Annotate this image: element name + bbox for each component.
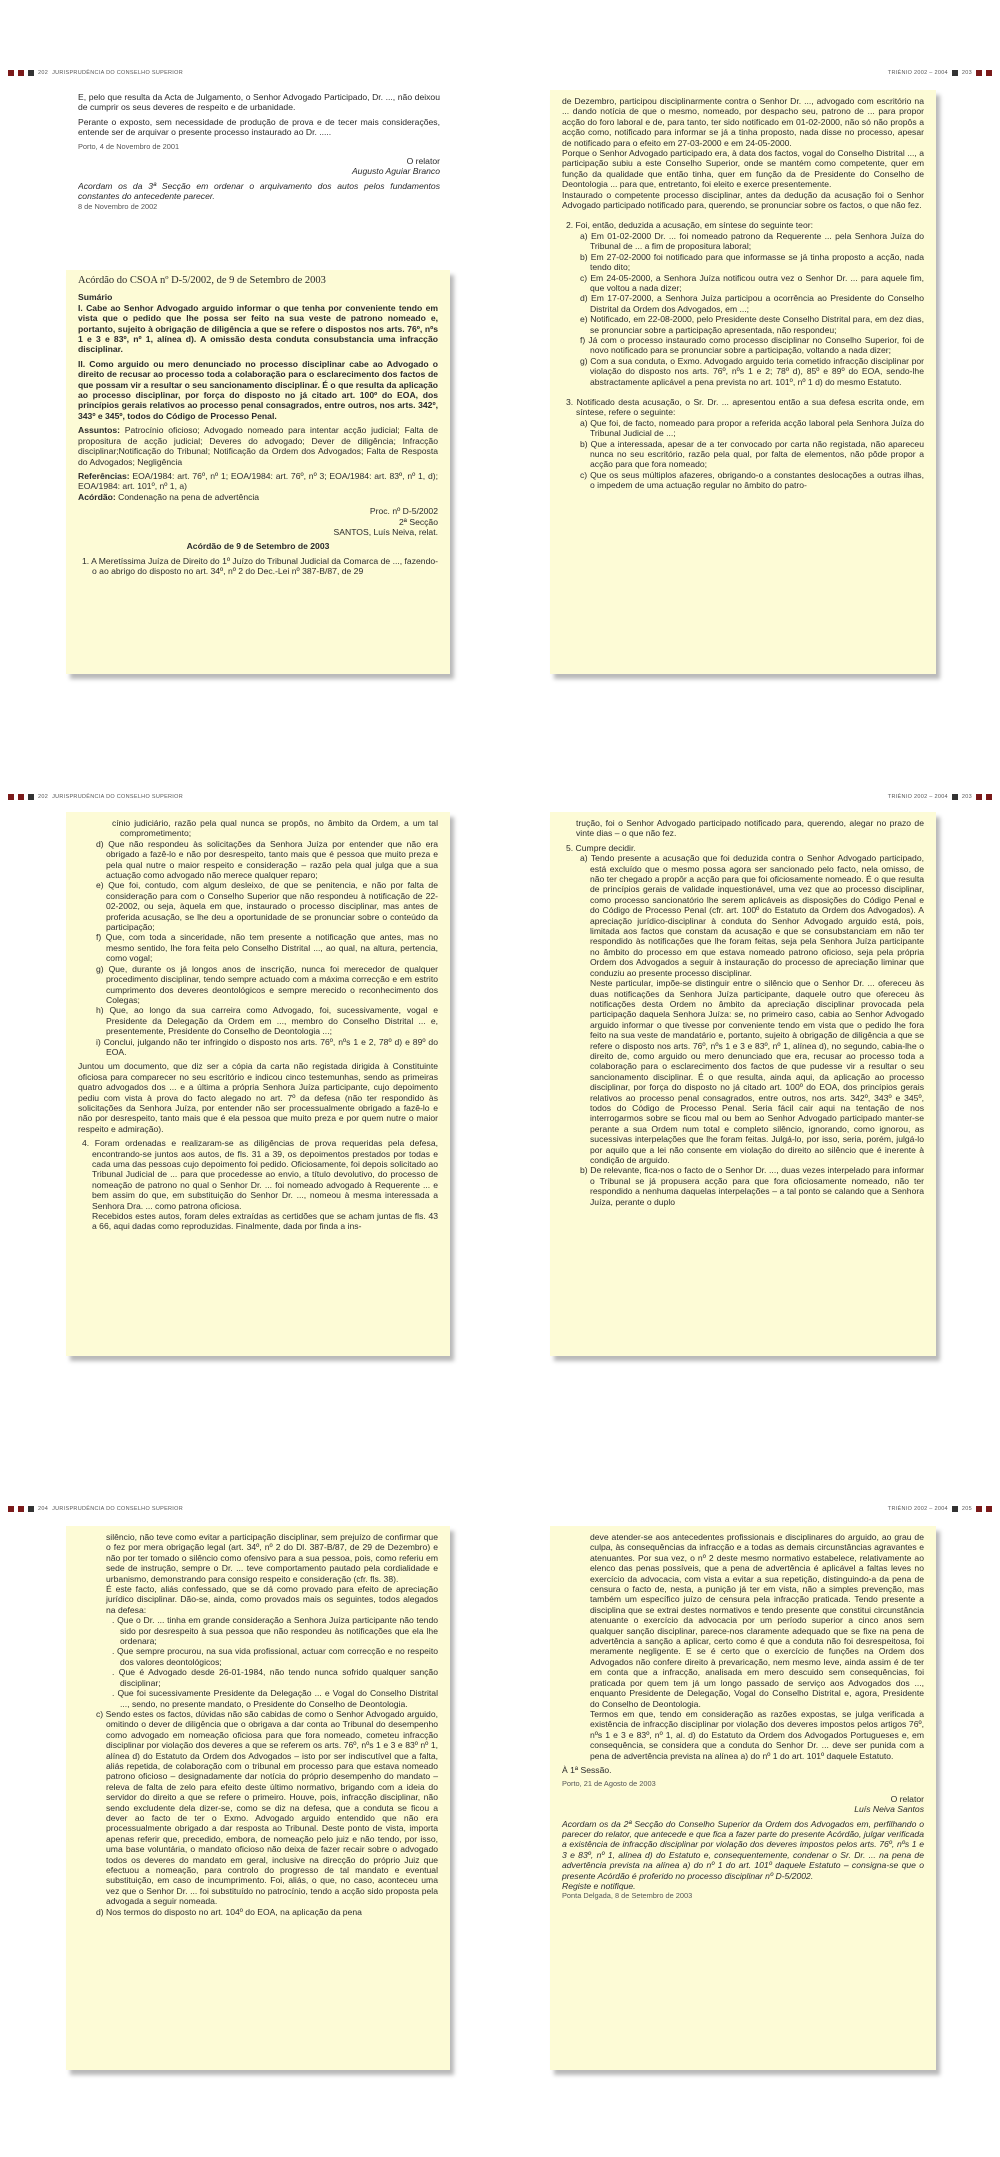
- page-202b-yellow-box: [66, 812, 450, 1356]
- list-item: c) Sendo estes os factos, dúvidas não são cabidas de como o Senhor Advogado arguido, omitindo o dever de diligência que o obrigava a dar conta ao Tribunal do desempenho como advogado em nomeação oficiosa para que fora nomeado, cometeu infracção disciplinar por violação dos deveres a que se referem os arts. 76º, nºs 1 e 3 e 83º nº 1, alínea d) do Estatuto da Ordem dos Advogados – isto por ser indiscutível que a falta, aliás repetida, de colaboração com o tribunal em processo para que estava nomeado patrono oficioso – designadamente dar notícia do próprio desempenho do mandato – releva de falta de zelo para efeito deste último normativo, brigando com a ideia do servidor do direito a que se refere o primeiro. Houve, pois, infracção disciplinar, não sendo excludente dela dizer-se, como se diz na defesa, que a conduta se ficou a dever ao facto de ter o Exmo. Advogado arguido entendido que não era processualmente obrigado a dar resposta ao Tribunal. Deste ponto de vista, importa apenas referir que, precedido, embora, de nomeação pelo juiz e não tendo, por isso, uma base voluntária, o mandato oficioso não deixa de fazer recair sobre o advogado todos os deveres do mandato em geral, inclusive na direcção do próprio Juiz que efectuou a nomeação, para controlo do progresso de tal mandato e eventual substituição, em caso de incumprimento. Foi, aliás, o que, no caso, aconteceu uma vez que o Senhor Dr. ... foi substituído no patrocínio, tendo a acção sido proposta pela advogada a seguir nomeada.: [96, 1708, 438, 1907]
- place-date: Porto, 4 de Novembro de 2001: [78, 141, 180, 151]
- list-item: b) Que a interessada, apesar de a ter convocado por carta não registada, não apareceu nunca no seu escritório, razão pela qual, por falta de elementos, não pôde propor a acção para que fora nomeado;: [580, 438, 924, 470]
- list-item: 1. A Meretíssima Juíza de Direito do 1º Juízo do Tribunal Judicial da Comarca de ..., fazendo-o ao abrigo do disposto no art. 34º, nº 2 do Dec.-Lei nº 387-B/87, de 29: [82, 555, 438, 577]
- page-number: 202: [38, 70, 49, 76]
- relator-name: Augusto Aguiar Branco: [351, 166, 440, 177]
- paragraph: trução, foi o Senhor Advogado participado notificado para, querendo, alegar no prazo de vinte dias – o que não fez.: [576, 818, 924, 839]
- header-square-icon: [976, 1506, 982, 1512]
- sumario-item: II. Como arguido ou mero denunciado no processo disciplinar cabe ao Advogado o direito de recusar ao processo toda a colaboração para o esclarecimento dos factos de que possam vir a resultar o seu sancionamento disciplinar. É o que resulta da aplicação ao processo disciplinar, por força do disposto no já citado art. 100º do EOA, dos princípios gerais relativos ao processo penal consagrados, entre outros, nos arts. 342º, 343º e 345º, todos do Código de Processo Penal.: [78, 358, 438, 421]
- paragraph: Porque o Senhor Advogado participado era, à data dos factos, vogal do Conselho Distrital ..., a participação subiu a este Conselho Superior, onde se mantém como competente, quer em função da qualidade que então tinha, quer em função da de Presidente do Conselho de Deontologia ... para que, entretanto, foi eleito e exerce presentemente.: [562, 148, 924, 190]
- list-item: 4. Foram ordenadas e realizaram-se as diligências de prova requeridas pela defesa, encontrando-se juntos aos autos, de fls. 31 a 39, os depoimentos prestados por todas e cada uma das pessoas cujo depoimento foi pedido. Oficiosamente, foi depois solicitado ao Tribunal Judicial de ... para que procedesse ao envio, a título devolutivo, do processo de nomeação de patrono no qual o Senhor Dr. ... foi nomeado advogado à Requerente ... e bem assim do que, em substituição do Senhor Dr. ..., nomeou à mesma interessada a Senhora Dra. ... como patrona oficiosa.: [82, 1138, 438, 1211]
- page-205-yellow-box: [550, 1526, 936, 2070]
- relator-label: O relator: [406, 156, 440, 167]
- list-item: h) Que, ao longo da sua carreira como Advogado, foi, sucessivamente, vogal e Presidente da Delegação da Ordem em ..., membro do Conselho Distrital ... e, presentemente, Presidente do Conselho de Deontologia ...;: [96, 1005, 438, 1037]
- paragraph: cínio judiciário, razão pela qual nunca se propôs, no âmbito da Ordem, a um tal comprometimento;: [112, 818, 438, 839]
- list-item: e) Que foi, contudo, com algum desleixo, de que se penitencia, e não por falta de consideração para com o Conselho Superior que não respondeu à notificação de 22-02-2002, ou seja, àquela em que, instaurado o processo disciplinar, mas antes de proferida acusação, se lhe deu a oportunidade de se pronunciar sobre o conteúdo da participação;: [96, 880, 438, 933]
- list-item: d) Em 17-07-2000, a Senhora Juíza participou a ocorrência ao Presidente do Conselho Distrital da Ordem dos Advogados, em ...;: [580, 293, 924, 314]
- list-item: 3. Notificado desta acusação, o Sr. Dr. ... apresentou então a sua defesa escrita onde, em síntese, refere o seguinte:: [566, 396, 924, 418]
- page-number: 203: [961, 70, 972, 76]
- header-square-icon: [8, 70, 14, 76]
- seccao: 2ª Secção: [398, 516, 438, 527]
- final-date: Ponta Delgada, 8 de Setembro de 2003: [562, 1891, 693, 1901]
- header-square-icon: [18, 70, 24, 76]
- header-square-icon: [986, 794, 992, 800]
- relat: SANTOS, Luís Neiva, relat.: [333, 526, 438, 537]
- page-number: 203: [961, 794, 972, 800]
- header-square-icon: [8, 794, 14, 800]
- acordam-text: Acordam os da 3ª Secção em ordenar o arquivamento dos autos pelos fundamentos constantes do antecedente parecer.: [78, 180, 440, 202]
- page-202-yellow-box: [66, 270, 450, 674]
- right-running-header: [888, 792, 992, 802]
- place-date: Porto, 21 de Agosto de 2003: [562, 1779, 656, 1789]
- list-item: . Que o Dr. ... tinha em grande consideração a Senhora Juíza participante não tendo sido por desrespeito à sua pessoa que não respondeu às notificações que ela lhe ordenara;: [112, 1615, 438, 1647]
- list-item: f) Que, com toda a sinceridade, não tem presente a notificação que antes, mas no mesmo sentido, lhe fora feita pelo Conselho Distrital ..., ao qual, na altura, pertencia, como vogal;: [96, 932, 438, 964]
- paragraph: silêncio, não teve como evitar a participação disciplinar, sem prejuízo de confirmar que o fez por mera obrigação legal (art. 34º, nº 2 do Dl. 387-B/87, de 29 de Dezembro) e não por ter tomado o silêncio como ofensivo para a sua pessoa, pois, como referiu em sede de instrução, sempre o Dr. ... teve comportamento pautado pela cordialidade e urbanismo, demonstrando para consigo respeito e consideração (cfr. fls. 38).: [106, 1532, 438, 1584]
- session-label: À 1ª Sessão.: [562, 1764, 612, 1775]
- page-number: 204: [38, 1506, 49, 1512]
- proc-number: Proc. nº D-5/2002: [369, 506, 438, 517]
- acordao-date: Acórdão de 9 de Setembro de 2003: [186, 541, 330, 552]
- list-item: e) Notificado, em 22-08-2000, pelo Presidente deste Conselho Distrital para, em dez dias, se pronunciar sobre a participação apresentada, não respondeu;: [580, 314, 924, 335]
- referencias-text: EOA/1984: art. 76º, nº 1; EOA/1984: art. 76º, nº 3; EOA/1984: art. 83º, nº 1, d); EOA/1984: art. 101º, nº 1, a): [78, 470, 438, 492]
- list-item: a) Em 01-02-2000 Dr. ... foi nomeado patrono da Requerente ... pela Senhora Juíza do Tribunal de ... a fim de propositura laboral;: [580, 230, 924, 252]
- list-item: a) Tendo presente a acusação que foi deduzida contra o Senhor Advogado participado, está excluído que o mesmo possa agora ser sancionado pelo facto, nela omisso, de não ter chegado a propôr a acção para que foi oficiosamente nomeado. É o que resulta de princípios gerais de validade inquestionável, uma vez que ao processo disciplinar, como processo sancionatório lhe serem aplicáveis as disposições do Código Penal e do Código de Processo Penal (cfr. art. 100º do Estatuto da Ordem dos Advogados). A apreciação jurídico-disciplinar à conduta do Senhor Advogado arguido está, pois, limitada aos factos que constam da acusação e que se consubstanciam em não ter respondido às notificações que lhe foram feitas, seja pela Senhora Juíza participante no âmbito do processo em que estava nomeado patrono oficioso, seja pela própria Ordem dos Advogados a seguir à instauração do processo de apreciação liminar que conduziu ao presente processo disciplinar.: [580, 853, 924, 978]
- page-204-yellow-box: [66, 1526, 450, 2070]
- header-square-icon: [952, 70, 958, 76]
- list-item: b) Em 27-02-2000 foi notificado para que informasse se já tinha proposto a acção, nada tendo dito;: [580, 251, 924, 273]
- list-item: c) Em 24-05-2000, a Senhora Juíza notificou outra vez o Senhor Dr. ... para aquele fim, que voltou a nada dizer;: [580, 272, 924, 293]
- header-square-icon: [976, 70, 982, 76]
- running-title: TRIÉNIO 2002 – 2004: [887, 794, 948, 800]
- acordam-date: 8 de Novembro de 2002: [78, 201, 158, 211]
- referencias-label: Referências:: [78, 470, 130, 481]
- right-running-header: [888, 1504, 992, 1514]
- running-title: TRIÉNIO 2002 – 2004: [887, 1506, 948, 1512]
- page-202-top-text: [78, 92, 440, 267]
- header-square-icon: [18, 1506, 24, 1512]
- assuntos-label: Assuntos:: [78, 425, 121, 436]
- paragraph: deve atender-se aos antecedentes profissionais e disciplinares do arguido, ao grau de culpa, às consequências da infracção e a todas as demais circunstâncias agravantes e atenuantes. Por sua vez, o nº 2 deste mesmo normativo estabelece, relativamente ao elenco das penas possíveis, que a pena de advertência é aplicável a faltas leves no exercício da advocacia, com vista a evitar a sua repetição, distinguindo-a da pena de censura o facto de, nesta, a punição já ter em vista, não a simples prevenção, mas também um específico juízo de censura pela infracção praticada. Tendo presente a disciplina que se extrai destes normativos e tendo presente que constitui circunstância atenuante o exercício da advocacia por um período superior a cinco anos sem qualquer sanção disciplinar, parece-nos claramente adequado que se fixe na pena de advertência a sanção a aplicar, certo como é que a conduta não foi desrespeitosa, foi meramente negligente. E se é certo que o exercício de funções na Ordem dos Advogados não confere direito à prevaricação, nem mesmo leve, ainda assim é de ter em conta que a infracção, analisada em mero descuido sem consequências, foi praticada por quem tem já um longo passado de serviço aos Advogados dos ..., enquanto Presidente de Delegação, Vogal do Conselho Distrital e, agora, Presidente do Conselho de Deontologia.: [590, 1532, 924, 1709]
- list-item: 5. Cumpre decidir.: [566, 842, 636, 853]
- header-square-icon: [976, 794, 982, 800]
- list-item: b) De relevante, fica-nos o facto de o Senhor Dr. ..., duas vezes interpelado para informar o Tribunal se já propusera acção para que fora oficiosamente nomeado, não ter respondido a nenhuma daquelas interpelações – a tal ponto se calando que a Senhora Juíza, perante o duplo: [580, 1165, 924, 1207]
- paragraph: de Dezembro, participou disciplinarmente contra o Senhor Dr. ..., advogado com escritório na ... dando notícia de que o mesmo, nomeado, por despacho seu, patrono de ... para propor acção do foro laboral e de, para tanto, ter sido notificado em 01-02-2000, não só não propôs a acção como, notificado para informar se já a tinha proposto, nada disse no processo, apesar de notificado para o efeito em 27-03-2000 e em 24-05-2000.: [562, 96, 924, 148]
- header-square-icon: [28, 70, 34, 76]
- list-item: . Que foi sucessivamente Presidente da Delegação ... e Vogal do Conselho Distrital ..., sendo, no presente mandato, o Presidente do Conselho de Deontologia.: [112, 1688, 438, 1709]
- left-running-header: [8, 792, 183, 802]
- list-item: g) Que, durante os já longos anos de inscrição, nunca foi merecedor de qualquer procedimento disciplinar, tendo sempre actuado com a máxima correcção e em estrito cumprimento dos deveres deontológicos e sempre merecido o reconhecimento dos Colegas;: [96, 963, 438, 1005]
- list-item: g) Com a sua conduta, o Exmo. Advogado arguido teria cometido infracção disciplinar por violação do disposto nos arts. 76º, nºs 1 e 2; 78º d), 85º e 89º do EOA, sendo-lhe abstractamente aplicável a pena prevista no art. 101º, nº 1 d) do mesmo Estatuto.: [580, 355, 924, 387]
- list-item: a) Que foi, de facto, nomeado para propor a referida acção laboral pela Senhora Juíza do Tribunal Judicial de ...;: [580, 417, 924, 439]
- header-square-icon: [986, 1506, 992, 1512]
- header-square-icon: [18, 794, 24, 800]
- header-square-icon: [952, 794, 958, 800]
- list-item: . Que é Advogado desde 26-01-1984, não tendo nunca sofrido qualquer sanção disciplinar;: [112, 1667, 438, 1688]
- list-item: d) Nos termos do disposto no art. 104º do EOA, na aplicação da pena: [96, 1906, 362, 1917]
- acordao-label: Acórdão:: [78, 491, 116, 502]
- left-running-header: [8, 1504, 183, 1514]
- paragraph: Termos em que, tendo em consideração as razões expostas, se julga verificada a existência de infracção disciplinar por violação dos deveres impostos pelos artigos 76º, nºs 1 e 3 e 83º, nº 1, al. d) do Estatuto da Ordem dos Advogados Portugueses e, em consequência, se considera que a conduta do Senhor Dr. ... deve ser punida com a pena de advertência prevista na alínea a) do nº 1 do art. 101º daquele Estatuto.: [590, 1708, 924, 1761]
- sumario-item: I. Cabe ao Senhor Advogado arguido informar o que tenha por conveniente tendo em vista que o pedido que lhe possa ser feito na sua veste de patrono nomeado e, portanto, sujeito à obrigação de diligência a que se refere o dispostos nos arts. 76º, nºs 1 e 3 e 83º, nº 1, alínea d). A omissão desta conduta consubstancia uma infracção disciplinar.: [78, 302, 438, 355]
- page-203-yellow-box: [550, 90, 936, 674]
- paragraph: Recebidos estes autos, foram deles extraídas as certidões que se acham juntas de fls. 43 a 66, aqui dadas como reproduzidas. Finalmente, dada por finda a ins-: [92, 1211, 438, 1232]
- registe-text: Registe e notifique.: [562, 1881, 636, 1891]
- header-square-icon: [8, 1506, 14, 1512]
- right-running-header: [888, 68, 992, 78]
- page-number: 205: [961, 1506, 972, 1512]
- list-item: 2. Foi, então, deduzida a acusação, em síntese do seguinte teor:: [566, 220, 813, 231]
- paragraph: É este facto, aliás confessado, que se dá como provado para efeito de apreciação jurídico disciplinar. Dão-se, ainda, como provados mais os seguintes, todos alegados na defesa:: [106, 1584, 438, 1615]
- running-title: JURISPRUDÊNCIA DO CONSELHO SUPERIOR: [52, 1506, 183, 1512]
- relator-label: O relator: [890, 1793, 924, 1804]
- list-item: c) Que os seus múltiplos afazeres, obrigando-o a constantes deslocações a outras ilhas, o impedem de uma actuação regular no âmbito do patro-: [580, 469, 924, 491]
- paragraph: Neste particular, impõe-se distinguir entre o silêncio que o Senhor Dr. ... ofereceu às duas notificações da Senhora Juíza participante, daquele outro que ofereceu às notificações desta Ordem no âmbito da apreciação disciplinar provocada pela participação daquela Senhora Juíza: se, no primeiro caso, cabia ao Senhor Advogado arguido informar o que tivesse por conveniente tendo em vista que o pedido lhe fora feito na sua veste de mandatário e, portanto, sujeito à obrigação de diligência a que se refere o disposto nos arts. 76º, nºs 1 e 3 e 83º, nº 1, alínea d), no segundo, cabia-lhe o direito de, como arguido ou mero denunciado que era, recusar ao processo toda a colaboração para o esclarecimento dos factos de que pudesse vir a resultar o seu sancionamento disciplinar. É o que resulta, ainda aqui, da aplicação ao processo disciplinar, por força do disposto no já citado art. 100º do EOA, dos princípios gerais relativos ao processo penal consagrados, entre outros, nos arts. 342º, 343º e 345º, todos do Código de Processo Penal. Seria fácil cair aqui na tentação de nos interrogarmos sobre se ficou mal ou bem ao Senhor Advogado participado manter-se perante a sua Ordem num total e completo silêncio, ignorando, como ignorou, as sucessivas interpelações que lhe foram feitas. Julgá-lo, por isso, seria, porém, julgá-lo por aquilo que a lei não consente em violação do direito ao silêncio que é inerente à condição de arguido.: [590, 978, 924, 1165]
- left-running-header: [8, 68, 183, 78]
- running-title: JURISPRUDÊNCIA DO CONSELHO SUPERIOR: [52, 70, 183, 76]
- page-number: 202: [38, 794, 49, 800]
- header-square-icon: [28, 794, 34, 800]
- list-item: . Que sempre procurou, na sua vida profissional, actuar com correcção e no respeito dos valores deontológicos;: [112, 1646, 438, 1667]
- acordam-text: Acordam os da 2ª Secção do Conselho Superior da Ordem dos Advogados em, perfilhando o parecer do relator, que antecede e que fica a fazer parte do presente Acórdão, julgar verificada a existência de infracção disciplinar por violação dos deveres impostos pelos arts. 76º, nºs 1 e 3 e 83º, nº 1, alínea d) do Estatuto e, consequentemente, condenar o Sr. Dr. ... na pena de advertência prevista na alínea a) do nº 1 do art. 101º daquele Estatuto – consigna-se que o presente Acórdão é proferido no processo disciplinar nº D-5/2002.: [562, 1818, 924, 1881]
- running-title: TRIÉNIO 2002 – 2004: [887, 70, 948, 76]
- paragraph: Juntou um documento, que diz ser a cópia da carta não registada dirigida à Constituinte oficiosa para comparecer no seu escritório e indicou cinco testemunhas, sendo as primeiras quatro advogados dos ... e a última a própria Senhora Juíza participante, cujo depoimento pediu com vista à prova do facto alegado no art. 7º da defesa (não ter respondido às solicitações da Senhora Juíza, por entender não ser processualmente obrigado a fazê-lo e não por desrespeito, tanto mais que é ela pessoa que muito preza e por quem nutre o maior respeito e admiração).: [78, 1061, 438, 1134]
- header-square-icon: [952, 1506, 958, 1512]
- header-square-icon: [28, 1506, 34, 1512]
- acordao-title: Acórdão do CSOA nº D-5/2002, de 9 de Setembro de 2003: [78, 275, 326, 286]
- paragraph: Instaurado o competente processo disciplinar, antes da dedução da acusação foi o Senhor Advogado participado notificado para, querendo, se pronunciar sobre os factos, o que não fez.: [562, 189, 924, 211]
- list-item: i) Conclui, julgando não ter infringido o disposto nos arts. 76º, nºs 1 e 2, 78º d) e 89º do EOA.: [96, 1036, 438, 1057]
- sumario-label: Sumário: [78, 292, 113, 303]
- paragraph: Perante o exposto, sem necessidade de produção de prova e de tecer mais considerações, entende ser de arquivar o presente processo instaurado ao Dr. .....: [78, 116, 440, 138]
- assuntos-text: Patrocínio oficioso; Advogado nomeado para intentar acção judicial; Falta de propositura de acção judicial; Deveres do advogado; Dever de diligência; Infracção disciplinar;Notificação do Tribunal; Notificação da Ordem dos Advogados; Falta de Resposta do Advogados; Negligência: [78, 425, 438, 467]
- page-203b-yellow-box: [550, 812, 936, 1356]
- relator-name: Luís Neiva Santos: [854, 1804, 924, 1815]
- acordao-text: Condenação na pena de advertência: [118, 491, 260, 502]
- paragraph: E, pelo que resulta da Acta de Julgamento, o Senhor Advogado Participado, Dr. ..., não deixou de cumprir os seus deveres de respeito e de urbanidade.: [78, 92, 440, 113]
- list-item: d) Que não respondeu às solicitações da Senhora Juíza por entender que não era obrigado a fazê-lo e não por desrespeito, tanto mais que é pessoa que muito preza e pela qual nutre o maior respeito e consideração – razão pela qual julga que a sua actuação como advogado não merece qualquer reparo;: [96, 838, 438, 881]
- list-item: f) Já com o processo instaurado como processo disciplinar no Conselho Superior, foi de novo notificado para se pronunciar sobre a participação, voltando a nada dizer;: [580, 334, 924, 356]
- header-square-icon: [986, 70, 992, 76]
- running-title: JURISPRUDÊNCIA DO CONSELHO SUPERIOR: [52, 794, 183, 800]
